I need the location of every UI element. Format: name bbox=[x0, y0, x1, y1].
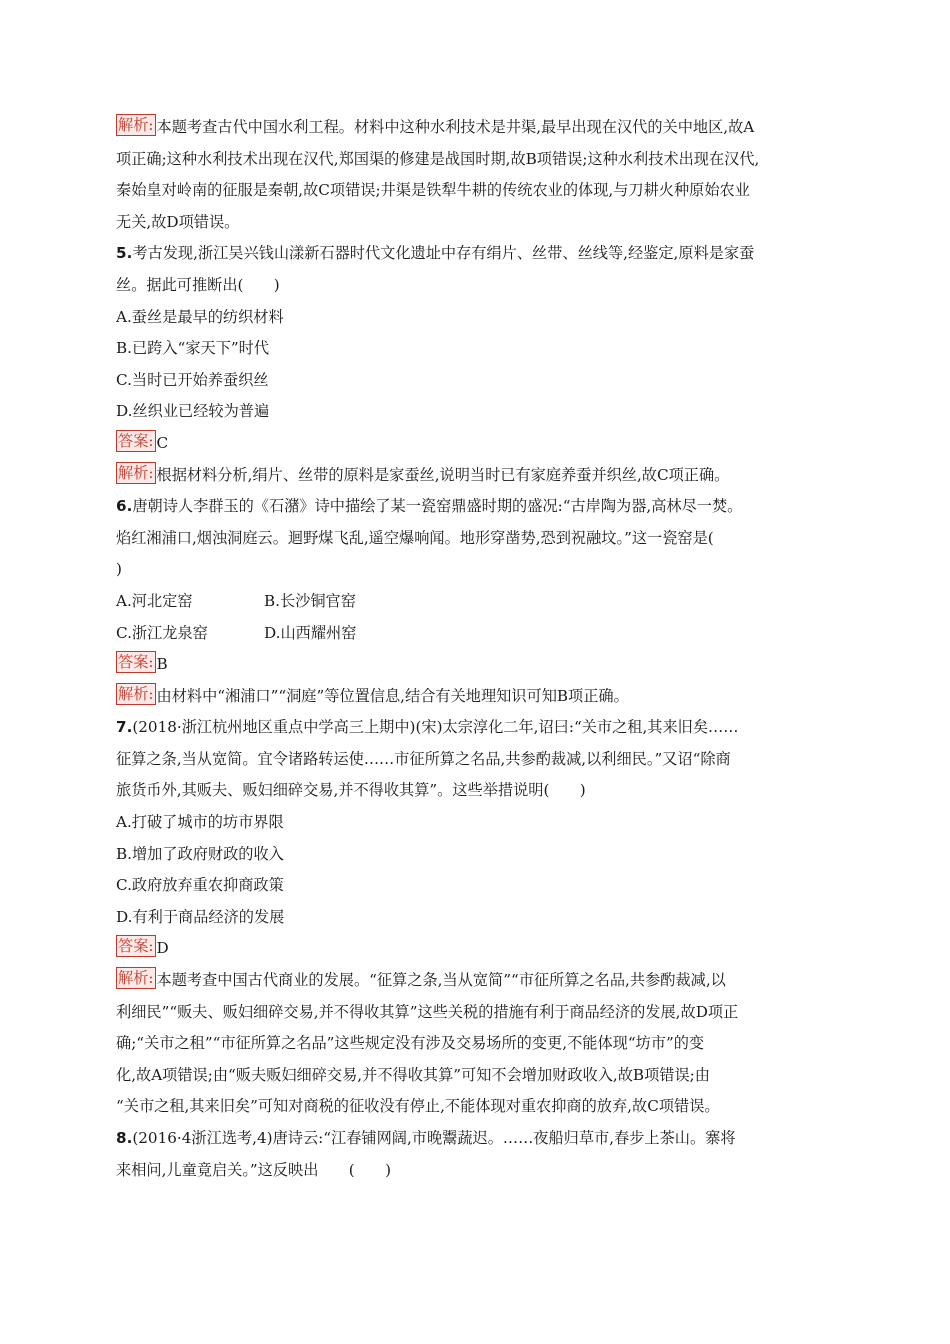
q7-analysis-line: “关市之租,其来旧矣”可知对商税的征收没有停止,不能体现对重农抑商的放弃,故C项错误。 bbox=[116, 1097, 720, 1116]
q7-option-b: B.增加了政府财政的收入 bbox=[116, 844, 284, 863]
q7-analysis-line: 化,故A项错误;由“贩夫贩妇细碎交易,并不得收其算”可知不会增加财政收入,故B项错误;由 bbox=[116, 1065, 710, 1084]
analysis-tag: 解析: bbox=[118, 684, 154, 703]
document-page bbox=[116, 112, 846, 1186]
q5-option-b: B.已跨入“家天下”时代 bbox=[116, 339, 270, 358]
analysis-tag: 解析: bbox=[118, 463, 154, 482]
q6-option-c: C.浙江龙泉窑 bbox=[116, 623, 208, 642]
question-number: 7. bbox=[116, 718, 133, 737]
q7-stem-line: 旅货币外,其贩夫、贩妇细碎交易,并不得收其算”。这些举措说明( ) bbox=[116, 781, 586, 800]
q8-stem-line: 来相问,儿童竟启关。”这反映出 ( ) bbox=[116, 1160, 392, 1179]
q4-analysis-line: 解析: 本题考查古代中国水利工程。材料中这种水利技术是井渠,最早出现在汉代的关中地区,故A bbox=[118, 116, 755, 136]
q5-option-d: D.丝织业已经较为普遍 bbox=[116, 402, 270, 421]
question-number: 6. bbox=[116, 497, 133, 516]
analysis-tag: 解析: bbox=[118, 116, 154, 134]
question-number: 5. bbox=[116, 244, 133, 263]
q6-answer: 答案: B bbox=[118, 653, 168, 674]
q6-stem-line: ) bbox=[116, 560, 122, 579]
q4-analysis-line: 项正确;这种水利技术出现在汉代,郑国渠的修建是战国时期,故B项错误;这种水利技术出现在汉代, bbox=[116, 149, 760, 168]
question-number: 8. bbox=[116, 1129, 133, 1147]
analysis-tag: 解析: bbox=[118, 969, 154, 988]
answer-tag: 答案: bbox=[118, 653, 154, 672]
q5-analysis: 解析: 根据材料分析,绢片、丝带的原料是家蚕丝,说明当时已有家庭养蚕并织丝,故C项正确。 bbox=[118, 463, 730, 484]
answer-tag: 答案: bbox=[118, 431, 154, 450]
q5-answer: 答案: C bbox=[118, 431, 169, 452]
q5-option-a: A.蚕丝是最早的纺织材料 bbox=[116, 307, 284, 326]
q6-stem-line: 焰红湘浦口,烟浊洞庭云。迴野煤飞乱,遥空爆响闻。地形穿凿势,恐到祝融坟。”这一瓷窑是( bbox=[116, 528, 714, 547]
q4-analysis-line: 无关,故D项错误。 bbox=[116, 212, 240, 231]
q5-option-c: C.当时已开始养蚕织丝 bbox=[116, 370, 269, 389]
q5-stem-line: 5.考古发现,浙江吴兴钱山漾新石器时代文化遗址中存有绢片、丝带、丝线等,经鉴定,原料是家蚕 bbox=[116, 244, 755, 263]
q5-stem-line: 丝。据此可推断出( ) bbox=[116, 275, 280, 294]
q7-option-c: C.政府放弃重农抑商政策 bbox=[116, 876, 284, 895]
q7-stem-line: 征算之条,当从宽简。宜令诸路转运使……市征所算之名品,共参酌裁减,以利细民。”又诏“除商 bbox=[116, 749, 731, 768]
q7-stem-line: 7.(2018·浙江杭州地区重点中学高三上期中)(宋)太宗淳化二年,诏曰:“关市之租,其来旧矣…… bbox=[116, 718, 739, 737]
q7-analysis-line: 确;“关市之租”“市征所算之名品”这些规定没有涉及交易场所的变更,不能体现“坊市”的变 bbox=[116, 1034, 705, 1053]
q7-analysis-line: 解析: 本题考查中国古代商业的发展。“征算之条,当从宽简”“市征所算之名品,共参酌裁减,以 bbox=[118, 969, 726, 990]
q6-option-d: D.山西耀州窑 bbox=[264, 623, 357, 642]
q7-option-d: D.有利于商品经济的发展 bbox=[116, 907, 285, 926]
q6-options-row bbox=[116, 586, 846, 618]
q6-options-row bbox=[116, 618, 846, 650]
q6-option-b: B.长沙铜官窑 bbox=[264, 591, 356, 610]
q7-analysis-line: 利细民”“贩夫、贩妇细碎交易,并不得收其算”这些关税的措施有利于商品经济的发展,故D项正 bbox=[116, 1002, 739, 1021]
q6-stem-line: 6.唐朝诗人李群玉的《石潴》诗中描绘了某一瓷窑鼎盛时期的盛况:“古岸陶为器,高林尽一焚。 bbox=[116, 497, 743, 516]
q4-analysis-line: 秦始皇对岭南的征服是秦朝,故C项错误;井渠是铁犁牛耕的传统农业的体现,与刀耕火种原始农业 bbox=[116, 181, 750, 200]
q8-stem-line: 8.(2016·4浙江选考,4)唐诗云:“江春铺网阔,市晚鬻蔬迟。……夜船归草市,春步上茶山。寨将 bbox=[116, 1129, 736, 1147]
q6-option-a: A.河北定窑 bbox=[116, 591, 193, 610]
q6-analysis: 解析: 由材料中“湘浦口”“洞庭”等位置信息,结合有关地理知识可知B项正确。 bbox=[118, 684, 629, 705]
q7-answer: 答案: D bbox=[118, 937, 169, 958]
q7-option-a: A.打破了城市的坊市界限 bbox=[116, 813, 284, 832]
answer-tag: 答案: bbox=[118, 937, 154, 956]
